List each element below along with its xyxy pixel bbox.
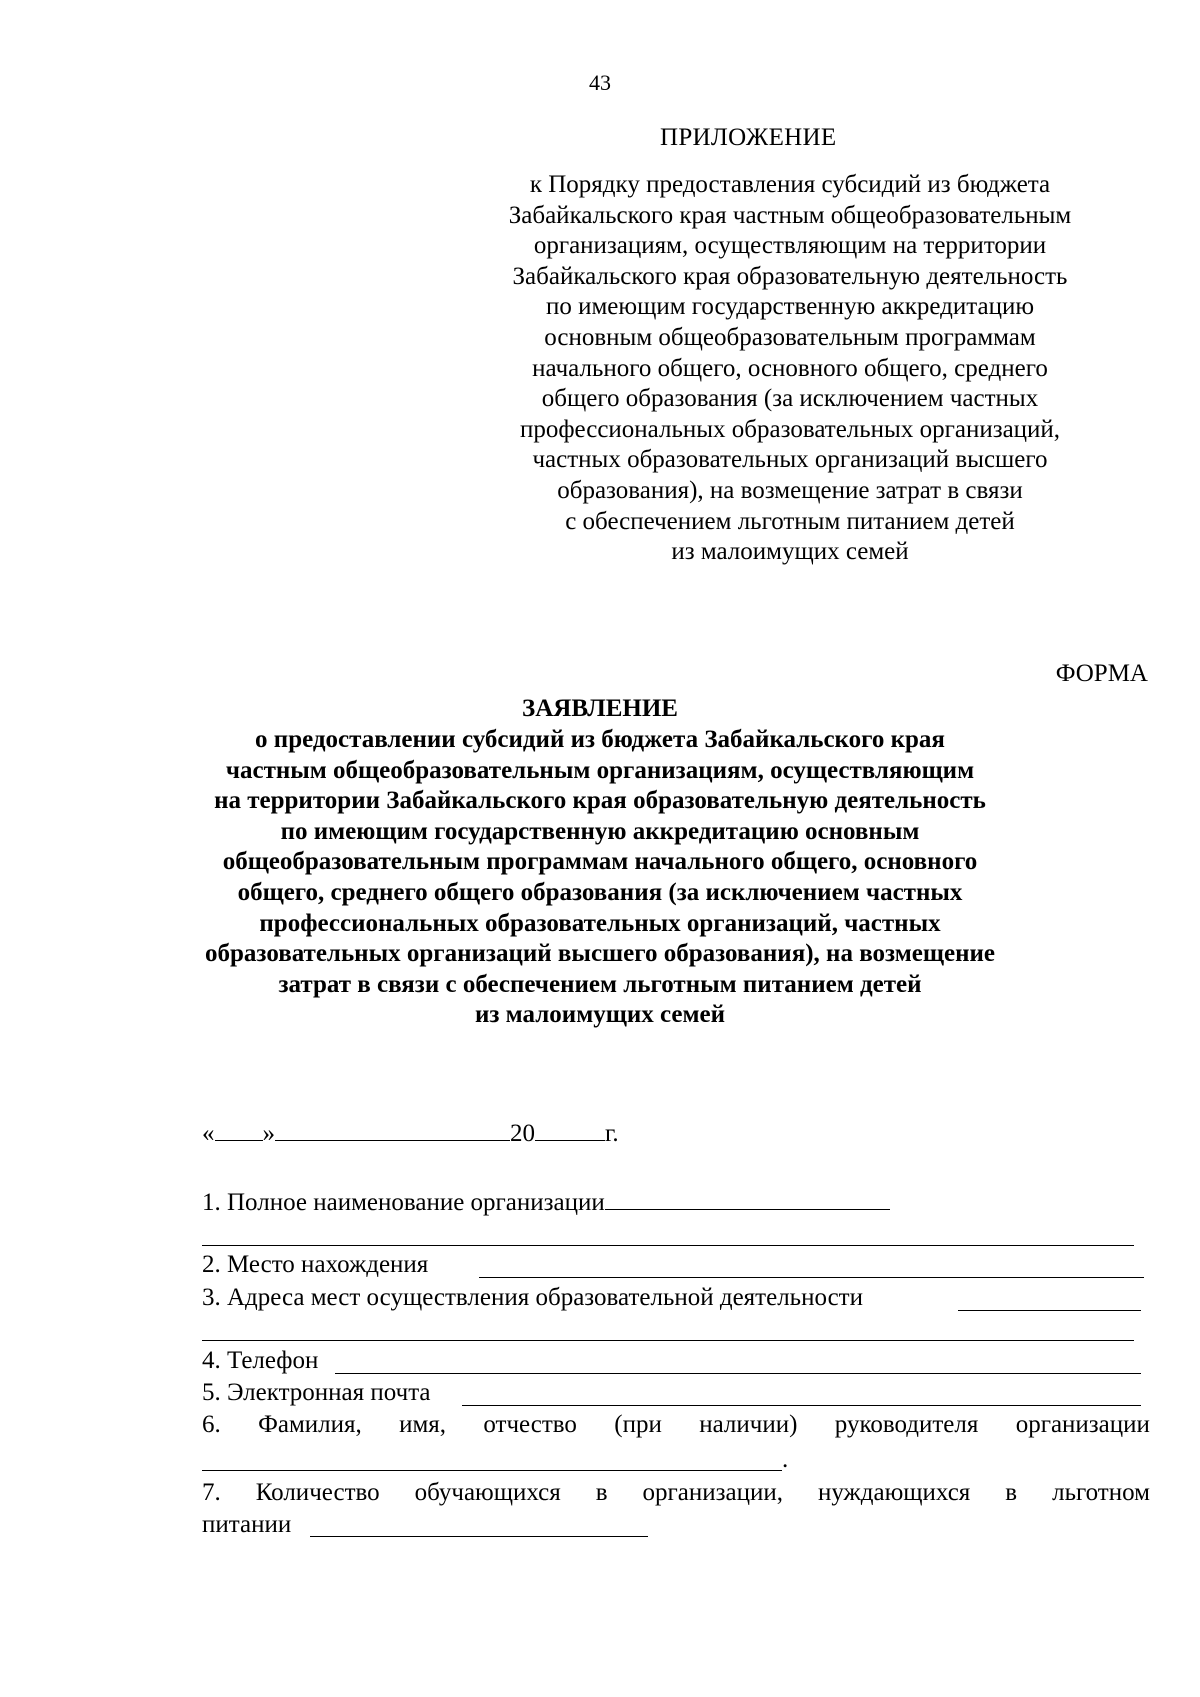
field-label: питании — [202, 1511, 292, 1538]
organization-name-continuation-line[interactable] — [202, 1245, 1134, 1246]
location-blank[interactable] — [479, 1277, 1144, 1278]
subtitle-line: частным общеобразовательным организациям, осуществляющим — [225, 756, 975, 784]
appendix-line: профессиональных образовательных организаций, — [519, 415, 1061, 443]
activity-addresses-continuation-line[interactable] — [202, 1340, 1134, 1341]
word: наличии) — [699, 1411, 798, 1438]
field-label: 3. Адреса мест осуществления образовательной деятельности — [202, 1284, 863, 1311]
word: льготном — [1052, 1479, 1150, 1506]
director-name-blank[interactable] — [202, 1470, 782, 1471]
subtitle-line: из малоимущих семей — [474, 1001, 726, 1029]
date-open-quote: « — [202, 1120, 215, 1147]
subtitle-line: затрат в связи с обеспечением льготным питанием детей — [278, 970, 922, 998]
subtitle-line: общеобразовательным программам начального общего, основного — [222, 848, 978, 876]
word: (при — [614, 1411, 662, 1438]
students-count-blank[interactable] — [310, 1536, 648, 1537]
field-activity-addresses — [202, 1283, 863, 1313]
appendix-line: Забайкальского края частным общеобразовательным — [508, 201, 1072, 229]
application-title: ЗАЯВЛЕНИЕ — [522, 695, 678, 722]
subtitle-line: на территории Забайкальского края образовательную деятельность — [214, 787, 986, 815]
field-students-count-line2 — [202, 1510, 291, 1540]
month-blank[interactable] — [275, 1118, 510, 1141]
field-director-name — [202, 1410, 1150, 1440]
subtitle-line: образовательных организаций высшего образования), на возмещение — [205, 940, 995, 968]
appendix-line: по имеющим государственную аккредитацию — [545, 293, 1035, 321]
application-subtitle — [0, 725, 1200, 1031]
date-close-quote: » — [262, 1120, 275, 1147]
activity-addresses-blank[interactable] — [958, 1310, 1141, 1311]
field-email — [202, 1378, 431, 1408]
word: в — [595, 1479, 608, 1506]
word: 7. — [202, 1479, 221, 1506]
field-label: 4. Телефон — [202, 1347, 319, 1374]
appendix-line: частных образовательных организаций высшего — [532, 446, 1048, 474]
field-location — [202, 1250, 428, 1280]
day-blank[interactable] — [215, 1118, 263, 1141]
word: Фамилия, — [258, 1411, 362, 1438]
word: в — [1005, 1479, 1018, 1506]
word: организации, — [642, 1479, 783, 1506]
appendix-line: основным общеобразовательным программам — [544, 323, 1036, 351]
appendix-line: начального общего, основного общего, среднего — [532, 354, 1048, 382]
appendix-line: к Порядку предоставления субсидий из бюджета — [529, 171, 1051, 198]
subtitle-line: общего, среднего общего образования (за исключением частных — [237, 878, 963, 906]
year-prefix: 20 — [510, 1120, 535, 1147]
subtitle-line: по имеющим государственную аккредитацию основным — [280, 817, 920, 845]
appendix-line: общего образования (за исключением частных — [541, 385, 1039, 413]
year-suffix: г. — [605, 1120, 619, 1147]
field-organization-name — [202, 1187, 890, 1218]
subtitle-line: о предоставлении субсидий из бюджета Забайкальского края — [255, 726, 945, 753]
word: организации — [1015, 1411, 1150, 1438]
word: 6. — [202, 1411, 221, 1438]
field-label: 2. Место нахождения — [202, 1251, 429, 1278]
field-label: 5. Электронная почта — [202, 1379, 431, 1406]
field-students-count — [202, 1478, 1150, 1508]
word: нуждающихся — [817, 1479, 971, 1506]
word: обучающихся — [414, 1479, 561, 1506]
organization-name-blank[interactable] — [605, 1187, 890, 1210]
word: отчество — [483, 1411, 577, 1438]
appendix-text — [470, 170, 1110, 568]
email-blank[interactable] — [462, 1405, 1141, 1406]
director-name-period: . — [782, 1446, 789, 1473]
subtitle-line: профессиональных образовательных организаций, частных — [259, 909, 941, 937]
word: руководителя — [834, 1411, 979, 1438]
phone-blank[interactable] — [335, 1373, 1141, 1374]
appendix-line: организациям, осуществляющим на территории — [533, 232, 1047, 260]
field-label: 1. Полное наименование организации — [202, 1189, 605, 1216]
date-line — [202, 1118, 619, 1149]
appendix-line: из малоимущих семей — [671, 538, 909, 566]
word: Количество — [255, 1479, 380, 1506]
appendix-line: Забайкальского края образовательную деятельность — [512, 262, 1068, 290]
appendix-line: с обеспечением льготным питанием детей — [565, 507, 1015, 535]
page-number: 43 — [589, 70, 611, 95]
word: имя, — [399, 1411, 447, 1438]
year-blank[interactable] — [535, 1118, 605, 1141]
appendix-line: образования), на возмещение затрат в связи — [557, 476, 1023, 504]
field-phone — [202, 1346, 318, 1376]
form-label: ФОРМА — [1055, 660, 1148, 687]
appendix-title: ПРИЛОЖЕНИЕ — [660, 124, 837, 151]
